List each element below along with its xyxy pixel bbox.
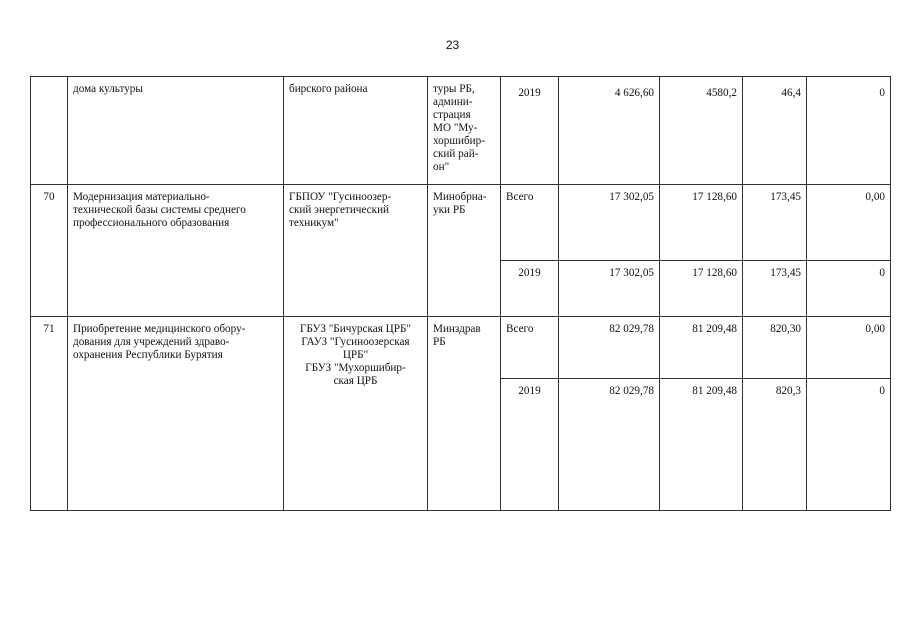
amount-total: 17 302,05 bbox=[559, 261, 660, 317]
amount-total: 82 029,78 bbox=[559, 379, 660, 511]
amount-federal: 17 128,60 bbox=[660, 185, 743, 261]
period: 2019 bbox=[501, 261, 559, 317]
text-line: РБ bbox=[433, 336, 446, 348]
row-number: 71 bbox=[31, 317, 68, 511]
amount-federal: 81 209,48 bbox=[660, 317, 743, 379]
funding-source bbox=[428, 185, 501, 317]
amount-local: 0 bbox=[807, 261, 891, 317]
row-number bbox=[31, 77, 68, 185]
amount-local: 0,00 bbox=[807, 317, 891, 379]
executor bbox=[284, 185, 428, 317]
table-row bbox=[31, 317, 891, 379]
text-line: ГБУЗ "Бичурская ЦРБ" bbox=[300, 323, 411, 335]
text-line: МО "Му- bbox=[433, 122, 478, 134]
text-line: Минобрна- bbox=[433, 191, 487, 203]
amount-federal: 4580,2 bbox=[660, 77, 743, 185]
text-line: ГБПОУ "Гусиноозер- bbox=[289, 191, 392, 203]
text-line: хоршибир- bbox=[433, 135, 485, 147]
text-line: ская ЦРБ bbox=[333, 375, 378, 387]
text-line: он" bbox=[433, 161, 450, 173]
table-row bbox=[31, 77, 891, 185]
funding-source bbox=[428, 317, 501, 511]
row-number: 70 bbox=[31, 185, 68, 317]
amount-local: 0,00 bbox=[807, 185, 891, 261]
program-table bbox=[30, 76, 891, 511]
text-line: ГАУЗ "Гусиноозерская bbox=[301, 336, 410, 348]
measure-name bbox=[68, 317, 284, 511]
period: 2019 bbox=[501, 77, 559, 185]
text-line: уки РБ bbox=[433, 204, 466, 216]
period: Всего bbox=[501, 317, 559, 379]
executor: бирского района bbox=[284, 77, 428, 185]
amount-regional: 820,30 bbox=[743, 317, 807, 379]
period: Всего bbox=[501, 185, 559, 261]
amount-regional: 46,4 bbox=[743, 77, 807, 185]
amount-local: 0 bbox=[807, 77, 891, 185]
amount-regional: 820,3 bbox=[743, 379, 807, 511]
funding-source bbox=[428, 77, 501, 185]
text-line: профессионального образования bbox=[73, 217, 230, 229]
amount-total: 4 626,60 bbox=[559, 77, 660, 185]
measure-name bbox=[68, 185, 284, 317]
text-line: дования для учреждений здраво- bbox=[73, 336, 230, 348]
amount-regional: 173,45 bbox=[743, 185, 807, 261]
amount-federal: 81 209,48 bbox=[660, 379, 743, 511]
text-line: Приобретение медицинского обору- bbox=[73, 323, 246, 335]
text-line: техникум" bbox=[289, 217, 339, 229]
text-line: ЦРБ" bbox=[342, 349, 369, 361]
text-line: технической базы системы среднего bbox=[73, 204, 246, 216]
text-line: админи- bbox=[433, 96, 473, 108]
text-line: ский энергетический bbox=[289, 204, 390, 216]
text-line: страция bbox=[433, 109, 471, 121]
text-line: ский рай- bbox=[433, 148, 479, 160]
executor bbox=[284, 317, 428, 511]
text-line: туры РБ, bbox=[433, 83, 475, 95]
amount-regional: 173,45 bbox=[743, 261, 807, 317]
page-number: 23 bbox=[445, 38, 460, 52]
text-line: ГБУЗ "Мухоршибир- bbox=[305, 362, 406, 374]
period: 2019 bbox=[501, 379, 559, 511]
amount-total: 82 029,78 bbox=[559, 317, 660, 379]
measure-name: дома культуры bbox=[68, 77, 284, 185]
text-line: Минздрав bbox=[433, 323, 481, 335]
amount-federal: 17 128,60 bbox=[660, 261, 743, 317]
amount-total: 17 302,05 bbox=[559, 185, 660, 261]
text-line: охранения Республики Бурятия bbox=[73, 349, 223, 361]
text-line: Модернизация материально- bbox=[73, 191, 210, 203]
amount-local: 0 bbox=[807, 379, 891, 511]
table-row bbox=[31, 185, 891, 261]
